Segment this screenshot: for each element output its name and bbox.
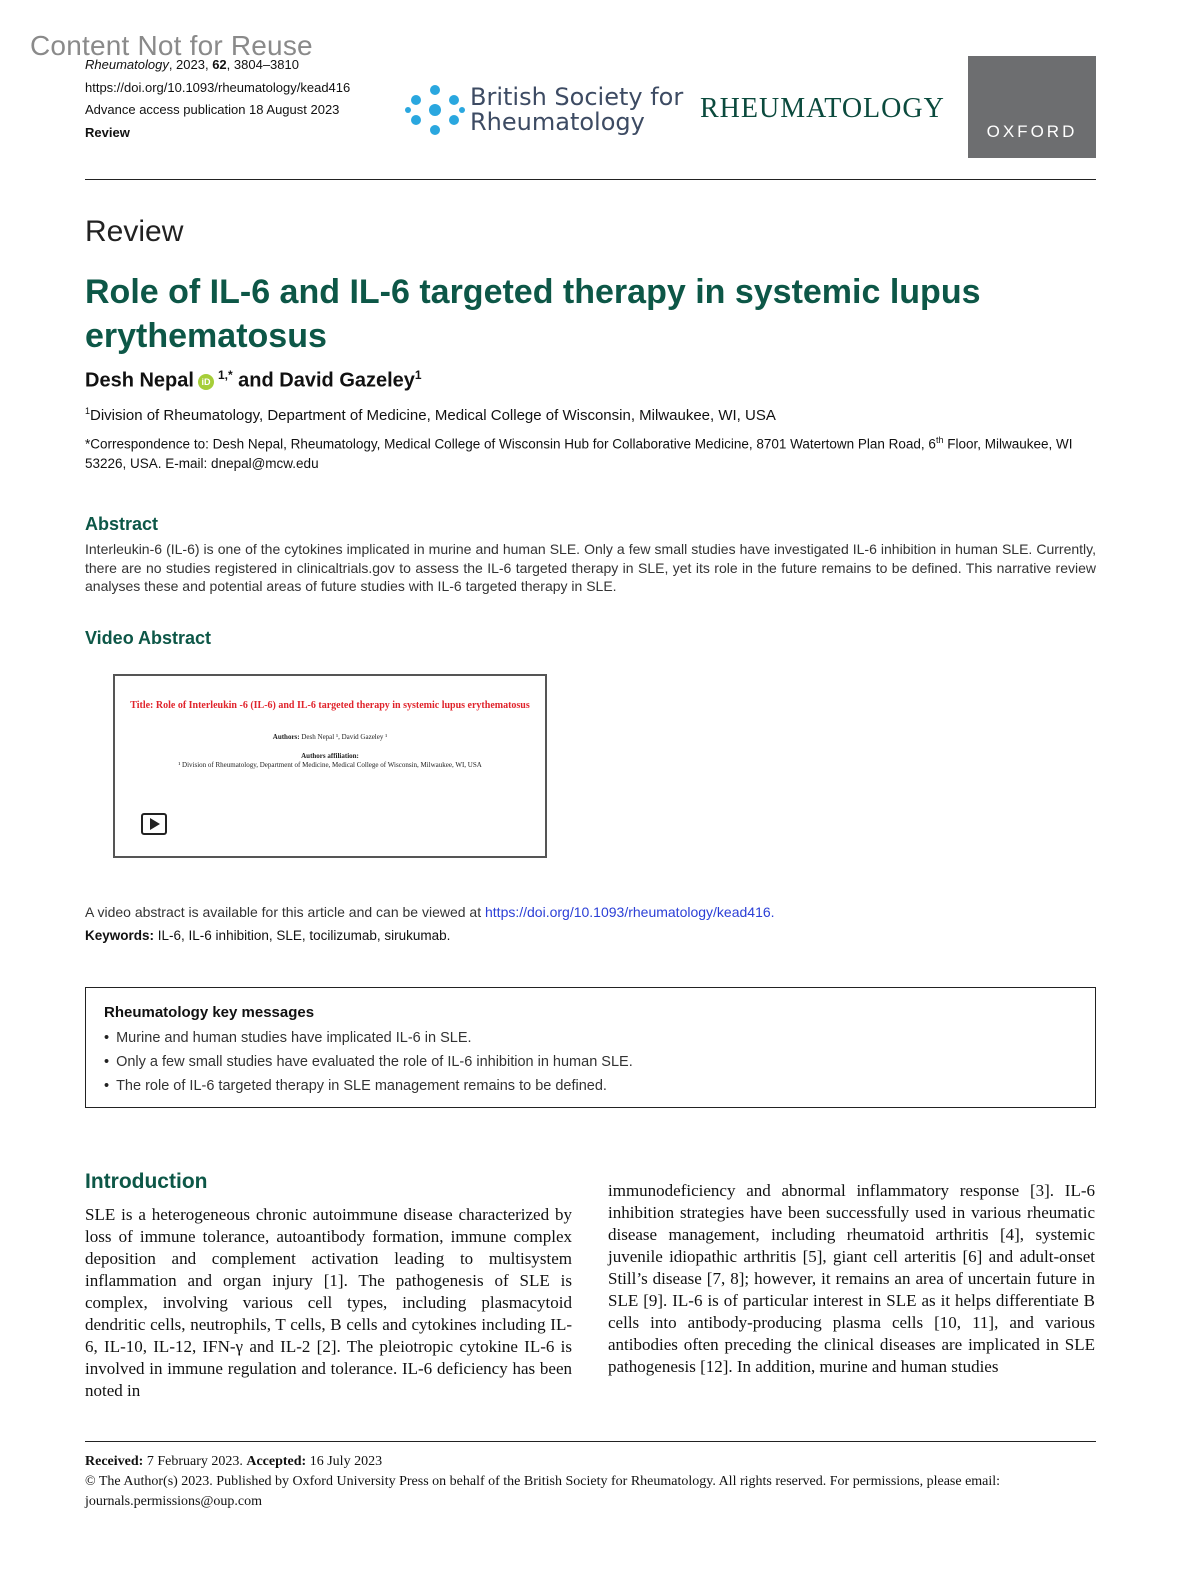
video-note: A video abstract is available for this article and can be viewed at https://doi.org/10.1093/rheumatology/kead416. [85, 904, 775, 920]
keywords: Keywords: IL-6, IL-6 inhibition, SLE, tocilizumab, sirukumab. [85, 928, 451, 943]
video-abstract-player[interactable] [113, 674, 547, 858]
key-messages-title: Rheumatology key messages [104, 1004, 315, 1021]
video-abstract-heading: Video Abstract [85, 628, 212, 648]
article-type: Review [85, 124, 130, 140]
video-affil: ¹ Division of Rheumatology, Department of Medicine, Medical College of Wisconsin, Milwaukee, WI, USA [178, 761, 482, 769]
footer [85, 1452, 1096, 1512]
watermark: Content Not for Reuse [30, 30, 313, 61]
orcid-icon[interactable]: iD [198, 374, 214, 390]
intro-column-1: SLE is a heterogeneous chronic autoimmune disease characterized by loss of immune tolerance, autoantibody formation, immune complex deposition and complement activation leading to multisystem inflammation and organ injury [1]. The pathogenesis of SLE is complex, involving various cell types, including plasmacytoid dendritic cells, neutrophils, T cells, B cells and cytokines including IL-6, IL-10, IL-12, IFN-γ and IL-2 [2]. The pleiotropic cytokine IL-6 is involved in immune regulation and tolerance. IL-6 deficiency has been noted in [85, 1205, 572, 1400]
video-title: Title: Role of Interleukin -6 (IL-6) and IL-6 targeted therapy in systemic lupus erythematosus [130, 700, 530, 711]
bsr-logo-icon [405, 82, 465, 138]
advance-access-line: Advance access publication 18 August 2023 [85, 102, 340, 117]
video-affil-label: Authors affiliation: [301, 752, 359, 760]
doi-line[interactable]: https://doi.org/10.1093/rheumatology/kead416 [85, 79, 351, 95]
key-messages-list [104, 1026, 633, 1098]
introduction-heading: Introduction [85, 1170, 208, 1193]
key-messages-box [85, 987, 1096, 1108]
journal-name: Rheumatology [85, 57, 169, 72]
header-rule [85, 179, 1096, 180]
author-line: Desh Nepal iD $^{1,*}$ and David Gazeley$^1$ [85, 368, 422, 392]
video-authors: Authors: Desh Nepal ¹, David Gazeley ¹ [272, 733, 388, 741]
citation-line: Rheumatology, 2023, 62, 3804–3810 [85, 57, 299, 72]
abstract-heading: Abstract [85, 514, 159, 534]
key-message-item: • Only a few small studies have evaluated the role of IL-6 inhibition in human SLE. [104, 1050, 633, 1074]
dates-line: Received: 7 February 2023. Accepted: 16 July 2023 [85, 1454, 383, 1469]
author-2[interactable]: David Gazeley [279, 369, 415, 392]
volume: 62 [212, 57, 227, 72]
bsr-wordmark: British Society for Rheumatology [470, 83, 684, 136]
oxford-logo: OXFORD [968, 56, 1096, 158]
intro-column-2: immunodeficiency and abnormal inflammatory response [3]. IL-6 inhibition strategies have been successfully used in various rheumatic disease management, including rheumatoid arthritis [4], systemic juvenile idiopathic arthritis [5], giant cell arteritis [6] and adult-onset Still’s disease [7, 8]; however, it remains an area of uncertain future in SLE [9]. IL-6 is of particular interest in SLE as it helps differentiate B cells into antibody-producing plasma cells [10, 11], and various antibodies often preceding the clinical diseases are implicated in SLE pathogenesis [12]. In addition, murine and human studies [608, 1181, 1095, 1376]
affiliation: $^1$Division of Rheumatology, Department of Medicine, Medical College of Wisconsin, Milwaukee, WI, USA [85, 406, 776, 424]
correspondence: *Correspondence to: Desh Nepal, Rheumatology, Medical College of Wisconsin Hub for Collaborative Medicine, 8701 Watertown Plan Road, 6th Floor, Milwaukee, WI 53226, USA. E-mail: dnepal@mcw.edu [85, 435, 1073, 471]
citation-block [85, 54, 350, 144]
video-doi-link[interactable]: https://doi.org/10.1093/rheumatology/kead416 [485, 904, 771, 920]
copyright: © The Author(s) 2023. Published by Oxford University Press on behalf of the British Society for Rheumatology. All rights reserved. For permissions, please email: journals.permissions@oup.com [85, 1474, 1001, 1509]
play-icon[interactable] [141, 813, 167, 835]
author-1[interactable]: Desh Nepal [85, 369, 194, 392]
article-title: Role of IL-6 and IL-6 targeted therapy in systemic lupus erythematosus [85, 273, 981, 355]
journal-masthead: RHEUMATOLOGY [700, 93, 945, 124]
abstract-text: Interleukin-6 (IL-6) is one of the cytokines implicated in murine and human SLE. Only a few small studies have investigated IL-6 inhibition in human SLE. Currently, there are no studies registered in clinicaltrials.gov to assess the IL-6 targeted therapy in SLE, yet its role in the future remains to be defined. This narrative review analyses these and potential areas of future studies with IL-6 targeted therapy in SLE. [85, 541, 1096, 594]
footer-rule [85, 1441, 1096, 1442]
key-message-item: • The role of IL-6 targeted therapy in SLE management remains to be defined. [104, 1074, 633, 1098]
key-message-item: • Murine and human studies have implicated IL-6 in SLE. [104, 1026, 633, 1050]
section-label: Review [85, 215, 184, 248]
